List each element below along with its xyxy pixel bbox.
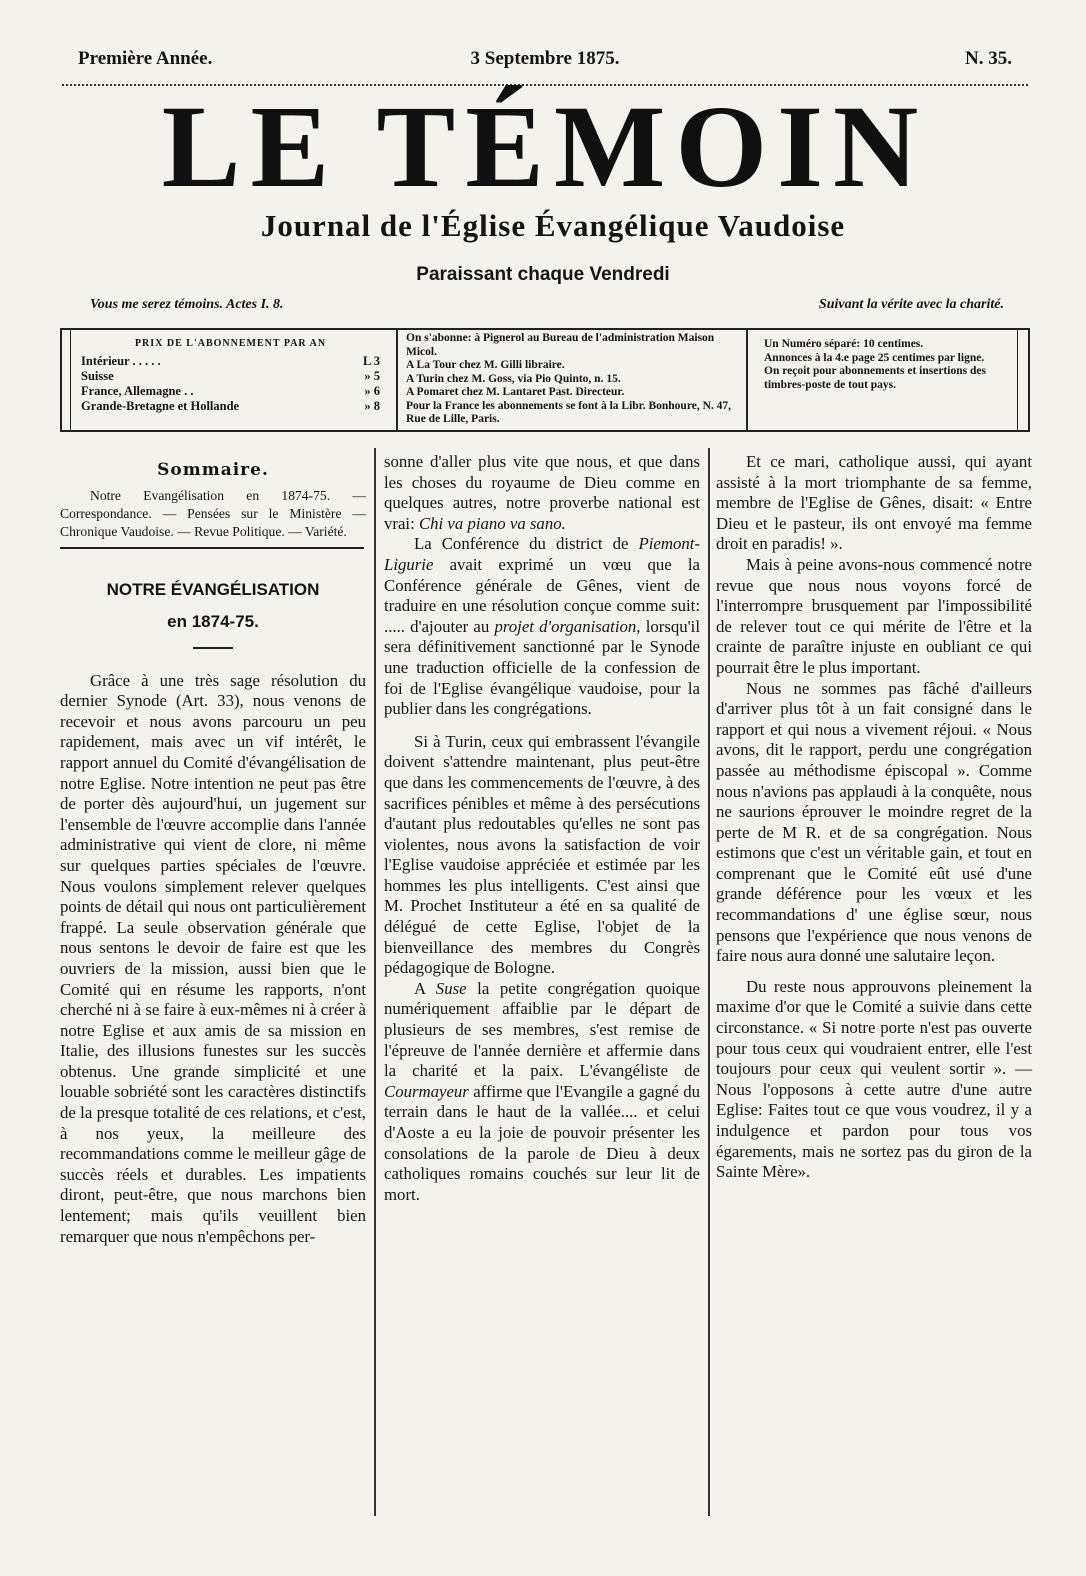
- article-title: NOTRE ÉVANGÉLISATION: [106, 579, 320, 599]
- price-row: [81, 354, 380, 369]
- price-label: France, Allemagne . .: [81, 384, 194, 398]
- info-line: On reçoit pour abonnements et insertions des timbres-poste de tout pays.: [764, 365, 986, 391]
- price-row: [81, 399, 380, 414]
- price-table: [70, 330, 390, 430]
- sommaire-text: Notre Evangélisation en 1874-75. — Correspondance. — Pensées sur le Ministère — Chronique Vaudoise. — Revue Politique. — Variété.: [60, 487, 366, 539]
- price-row: [81, 369, 380, 384]
- date-label: 3 Septembre 1875.: [470, 48, 620, 69]
- price-label: Intérieur . . . . .: [81, 354, 161, 368]
- price-row: [81, 384, 380, 399]
- subscription-box: [60, 328, 1030, 432]
- price-value: » 8: [364, 399, 380, 413]
- year-label: Première Année.: [78, 48, 213, 69]
- header-line: [78, 48, 1012, 74]
- motto-left: Vous me serez témoins. Actes I. 8.: [90, 297, 284, 312]
- article-paragraph: Mais à peine avons-nous commencé notre revue que nous nous voyons forcé de l'interrompre brusquement par l'impossibilité de relever tout ce qui mérite de l'être et la crainte de paraître injuste en oubliant ce qui pourrait être le plus important.: [716, 554, 1032, 677]
- article-paragraph: Si à Turin, ceux qui embrassent l'évangile doivent s'attendre maintenant, plus peut-être que dans les commencements de l'œuvre, à des sacrifices pénibles et même à des persécutions d'autant plus redoutables qu'elles ne sont pas violentes, nous avons la satisfaction de voir l'Eglise vaudoise appréciée et estimée par les hommes les plus intelligents. C'est ainsi que M. Prochet Instituteur a été en sa qualité de délégué de cette Eglise, l'objet de la bienveillance des membres du Congrès pédagogique de Bologne.: [384, 731, 700, 978]
- price-value: » 5: [364, 369, 380, 383]
- price-title: PRIX DE L'ABONNEMENT PAR AN: [134, 338, 327, 349]
- location-line: A Pomaret chez M. Lantaret Past. Directeur.: [406, 386, 625, 398]
- article-paragraph: Nous ne sommes pas fâché d'ailleurs d'arriver plus tôt à un fait consigné dans le rapport et qui nous a vivement réjoui. « Nous avons, dit le rapport, perdu une congrégation passée au méthodisme épiscopal ». Comme nous n'avions pas applaudi à la conquête, nous ne saurions éprouver le moindre regret de la perte de M R. et de sa congrégation. Nous estimons que c'est un véritable gain, et tout en comprenant que le Comité eût usé d'une grande déférence pour les vœux et les recommandations d' une église sœur, nous pensons que l'expérience que nous venons de faire nous aura donné une salutaire leçon.: [716, 678, 1032, 966]
- column-1: [60, 452, 366, 1247]
- article-paragraph: Grâce à une très sage résolution du dernier Synode (Art. 33), nous venons de recevoir et nous avons parcouru un peu rapidement, mais avec un vif intérêt, le rapport annuel du Comité d'évangélisation de notre Eglise. Notre intention ne peut pas être de porter dès aujourd'hui, un jugement sur l'ensemble de l'œuvre accomplie dans l'année administrative qui vient de clore, ni même sur quelques parties spéciales de l'œuvre. Nous voulons simplement relever quelques points de détail qui nous ont particulièrement frappé. La seule observation générale que nous sentons le devoir de faire est que les ouvriers de la mission, aussi bien que le Comité qui en résume les rapports, n'ont cherché ni à se faire à eux-mêmes ni à créer à notre Eglise et aux amis de sa mission en Italie, des illusions funestes sur les succès obtenus. Une grande simplicité et une louable sobriété sont les caractères distinctifs de la presque totalité de ces relations, et c'est, à nos yeux, la meilleure des recommandations comme le meilleur gâge de succès réels et durables. Les impatients diront, peut-être, que nous marchons bien lentement; mais qu'ils veuillent bien remarquer que nous n'empêchons per-: [60, 670, 366, 1246]
- column-rule: [708, 448, 710, 1516]
- sommaire-title: Sommaire.: [157, 460, 269, 480]
- price-value: L 3: [362, 354, 380, 368]
- column-2: [384, 452, 700, 1205]
- article-paragraph: Du reste nous approuvons pleinement la maxime d'or que le Comité a suivie dans cette circonstance. « Si notre porte n'est pas ouverte pour tous ceux qui voudraient entrer, elle l'est toujours pour ceux qui veulent sortir ». — Nous l'opposons à cette autre d'une autre Eglise: Faites tout ce que vous voudrez, il y a indulgence et pardon pour tous vos égarements, mais ne sortez pas du giron de la Sainte Mère».: [716, 976, 1032, 1182]
- section-rule: [60, 547, 364, 549]
- article-paragraph: sonne d'aller plus vite que nous, et que dans les choses du royaume de Dieu comme en quelques autres, notre proverbe national est vrai: Chi va piano va sano.: [384, 452, 700, 533]
- price-label: Suisse: [81, 369, 114, 383]
- location-line: A La Tour chez M. Gilli libraire.: [406, 359, 565, 371]
- article-paragraph: A Suse la petite congrégation quoique numériquement affaiblie par le départ de plusieurs de ses membres, s'est remise de l'épreuve de l'année dernière et affermie dans la charité et la paix. L'évangéliste de Courmayeur affirme que l'Evangile a gagné du terrain dans le haut de la vallée.... et celui d'Aoste a eu la joie de pouvoir présenter les consolations de la parole de Dieu à deux catholiques romains couchés sur leur lit de mort.: [384, 978, 700, 1204]
- info-line: Annonces à la 4.e page 25 centimes par ligne.: [764, 351, 985, 364]
- price-label: Grande-Bretagne et Hollande: [81, 399, 240, 413]
- location-line: A Turin chez M. Goss, via Pio Quinto, n. 15.: [406, 372, 621, 385]
- motto-right: Suivant la vérite avec la charité.: [818, 297, 1004, 312]
- frequency-label: Paraissant chaque Vendredi: [416, 264, 670, 285]
- title-rule: [193, 647, 233, 649]
- article-paragraph: Et ce mari, catholique aussi, qui ayant assisté à la mort triomphante de sa femme, membre de l'Eglise de Gênes, disait: « Entre Dieu et le pasteur, ils ont envoyé ma femme droit en paradis! ».: [716, 452, 1032, 554]
- masthead-subtitle: Journal de l'Église Évangélique Vaudoise: [260, 208, 846, 243]
- subscription-locations: [396, 330, 748, 430]
- subscription-info: [752, 330, 1018, 430]
- article-subtitle: en 1874-75.: [167, 611, 259, 631]
- masthead-title: LE TÉMOIN: [161, 81, 929, 212]
- column-rule: [374, 448, 376, 1516]
- price-value: » 6: [364, 384, 380, 398]
- article-paragraph: La Conférence du district de Piemont-Ligurie avait exprimé un vœu que la Conférence générale de Gênes, vient de traduire en une résolution conçue comme suit: ..... d'ajouter au projet d'organisation, lorsqu'il sera définitivement sanctionné par le Synode une traduction officielle de la confession de foi de l'Eglise évangélique vaudoise, pour la publier dans les congrégations.: [384, 534, 701, 719]
- location-line: On s'abonne: à Pignerol au Bureau de l'administration Maison Micol.: [406, 332, 715, 358]
- location-line: Pour la France les abonnements se font à la Libr. Bonhoure, N. 47, Rue de Lille, Paris.: [406, 399, 731, 425]
- info-line: Un Numéro séparé: 10 centimes.: [764, 338, 924, 350]
- issue-number: N. 35.: [965, 48, 1012, 69]
- column-3: [716, 452, 1032, 1183]
